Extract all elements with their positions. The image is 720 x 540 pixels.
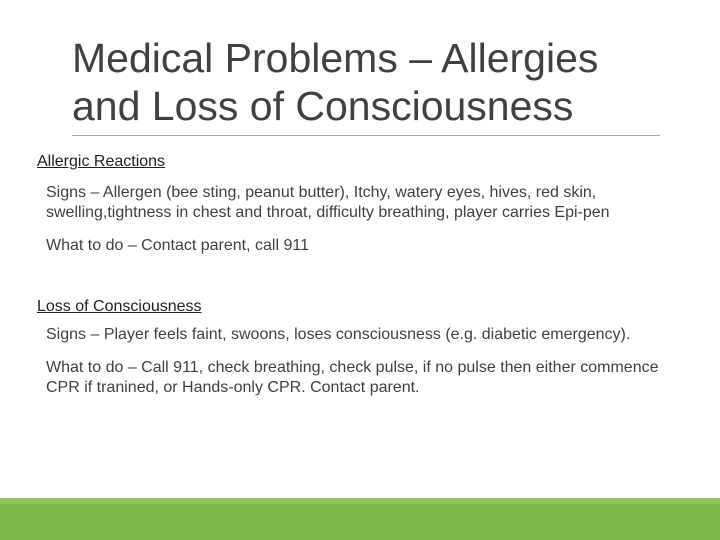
slide-title bbox=[72, 34, 672, 130]
title-divider bbox=[72, 135, 660, 136]
bullet-allergy-signs: Signs – Allergen (bee sting, peanut butter), Itchy, watery eyes, hives, red skin, swelling,tightness in chest and throat, difficulty breathing, player carries Epi-pen bbox=[46, 184, 610, 221]
section-heading-loss-of-consciousness: Loss of Consciousness bbox=[37, 298, 202, 315]
bullet-consciousness-signs: Signs – Player feels faint, swoons, loses consciousness (e.g. diabetic emergency). bbox=[46, 326, 631, 343]
slide-title-line-1: Medical Problems – Allergies bbox=[72, 35, 599, 81]
footer-accent-bar bbox=[0, 498, 720, 540]
bullet-allergy-what-to-do: What to do – Contact parent, call 911 bbox=[46, 237, 309, 254]
bullet-consciousness-what-to-do: What to do – Call 911, check breathing, check pulse, if no pulse then either commence CPR if tranined, or Hands-only CPR. Contact parent. bbox=[46, 359, 659, 396]
footer-accent-highlight bbox=[0, 498, 720, 504]
slide-body bbox=[37, 150, 687, 398]
section-heading-allergic-reactions: Allergic Reactions bbox=[37, 153, 166, 170]
slide-title-line-2: and Loss of Consciousness bbox=[72, 83, 574, 129]
